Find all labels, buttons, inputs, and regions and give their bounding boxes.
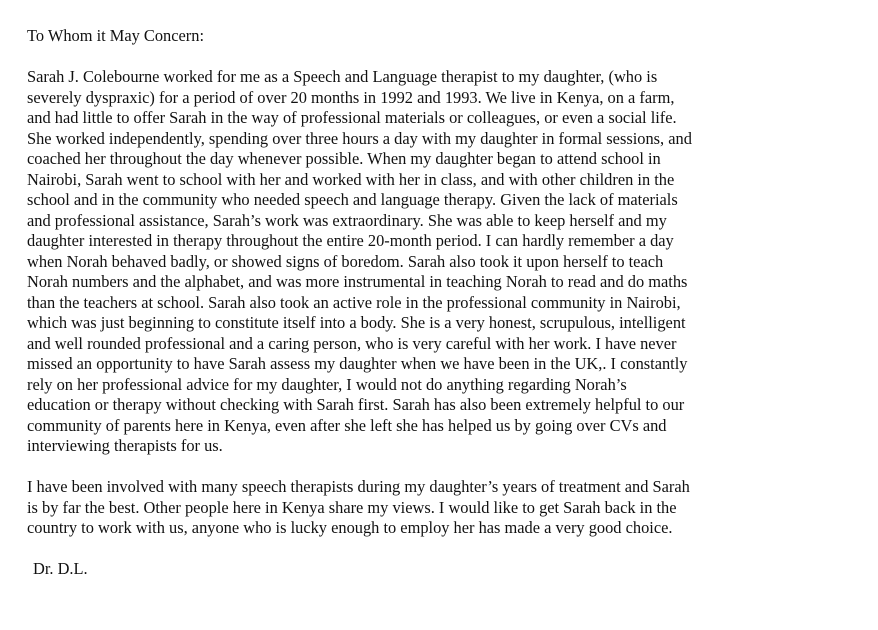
text-line: She worked independently, spending over three hours a day with my daughter in formal sessions, and	[27, 128, 692, 148]
text-line: daughter interested in therapy throughout the entire 20-month period. I can hardly remember a day	[27, 231, 674, 250]
text-line: school and in the community who needed speech and language therapy. Given the lack of materials	[27, 190, 678, 209]
salutation: To Whom it May Concern:	[27, 26, 204, 45]
paragraph-2	[27, 477, 867, 539]
text-line: missed an opportunity to have Sarah assess my daughter when we have been in the UK,. I constantly	[27, 354, 688, 373]
text-line: Nairobi, Sarah went to school with her and worked with her in class, and with other children in the	[27, 169, 675, 189]
text-line: education or therapy without checking with Sarah first. Sarah has also been extremely helpful to our	[27, 395, 685, 414]
text-line: and had little to offer Sarah in the way of professional materials or colleagues, or even a social life.	[27, 108, 677, 127]
text-line: Sarah J. Colebourne worked for me as a Speech and Language therapist to my daughter, (who is	[27, 67, 658, 86]
text-line: country to work with us, anyone who is lucky enough to employ her has made a very good choice.	[27, 518, 673, 537]
signature: Dr. D.L.	[33, 559, 88, 578]
text-line: Norah numbers and the alphabet, and was more instrumental in teaching Norah to read and do maths	[27, 272, 688, 291]
text-line: is by far the best. Other people here in Kenya share my views. I would like to get Sarah back in the	[27, 497, 677, 517]
text-line: which was just beginning to constitute itself into a body. She is a very honest, scrupulous, intelligent	[27, 313, 686, 332]
text-line: interviewing therapists for us.	[27, 436, 223, 455]
text-line: I have been involved with many speech therapists during my daughter’s years of treatment and Sarah	[27, 477, 690, 496]
text-line: when Norah behaved badly, or showed signs of boredom. Sarah also took it upon herself to teach	[27, 251, 664, 271]
text-line: coached her throughout the day whenever possible. When my daughter began to attend school in	[27, 149, 661, 168]
letter-body	[27, 26, 867, 580]
text-line: and professional assistance, Sarah’s work was extraordinary. She was able to keep herself and my	[27, 210, 667, 230]
text-line: community of parents here in Kenya, even after she left she has helped us by going over CVs and	[27, 415, 667, 435]
text-line: than the teachers at school. Sarah also took an active role in the professional community in Nairobi,	[27, 292, 681, 312]
paragraph-1	[27, 67, 867, 457]
text-line: and well rounded professional and a caring person, who is very careful with her work. I have never	[27, 333, 677, 353]
text-line: severely dyspraxic) for a period of over 20 months in 1992 and 1993. We live in Kenya, on a farm,	[27, 87, 675, 107]
text-line: rely on her professional advice for my daughter, I would not do anything regarding Norah’s	[27, 374, 627, 394]
